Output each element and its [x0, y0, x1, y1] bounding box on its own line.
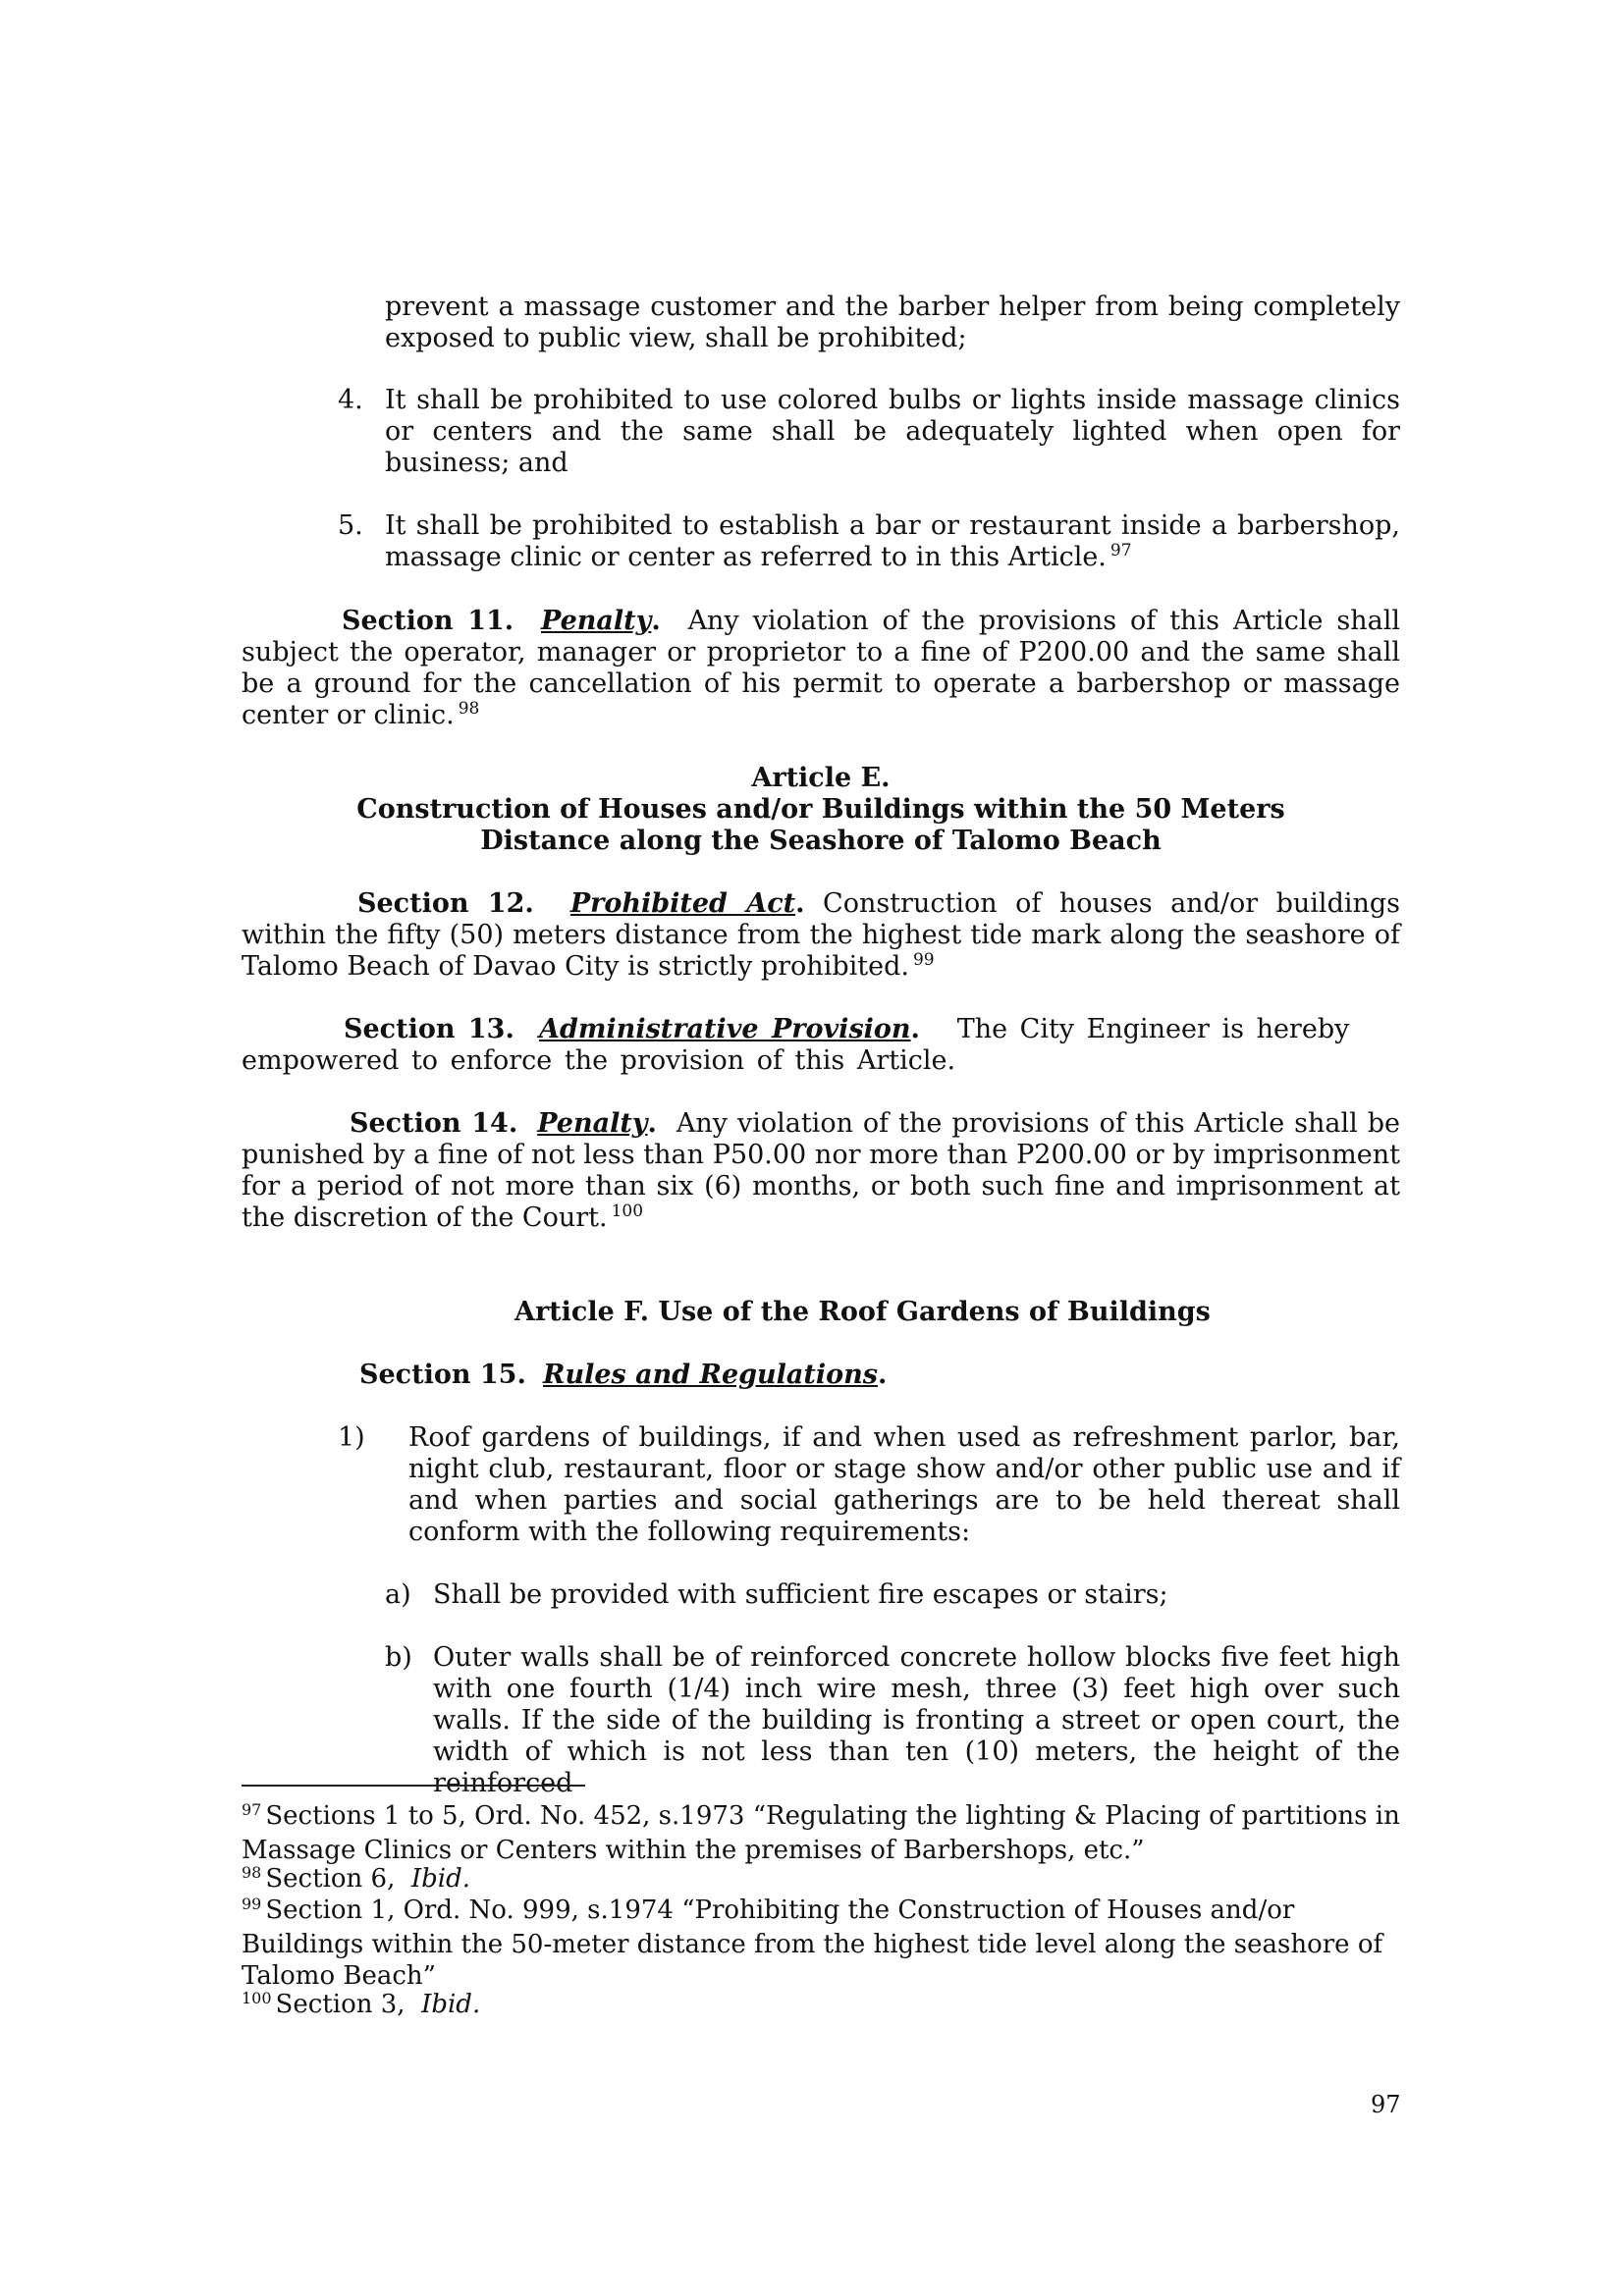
section-13: Section 13. Administrative Provision. The City Engineer is hereby empowered to enforce the provision of this Article.: [242, 1014, 1350, 1076]
list-item-5: [385, 510, 1400, 576]
section-14-title: Penalty: [537, 1108, 648, 1139]
footnote-separator: [242, 1785, 585, 1787]
section-12: Section 12. Prohibited Act. Construction of houses and/or buildings within the fifty (50) meters distance from the highest tide mark along the seashore of Talomo Beach of Davao City is strictly prohibited. $^{99}$: [242, 888, 1401, 982]
list-marker-4: 4.: [338, 385, 363, 415]
list-marker-5: 5.: [338, 510, 363, 541]
footnote-98-text: Section 6,: [265, 1864, 396, 1894]
footnote-98-ibid: Ibid.: [410, 1864, 471, 1894]
footnote-100-ibid: Ibid.: [421, 1990, 481, 2019]
footnote-98: [242, 1863, 1400, 1897]
section-14-number: Section 14.: [350, 1108, 518, 1139]
article-e-heading: [242, 763, 1400, 857]
section-13-number: Section 13.: [344, 1014, 514, 1044]
section-12-text: Construction of houses and/or buildings within the fifty (50) meters distance from the highest tide mark along the seashore of Talomo Beach of Davao City is strictly prohibited.: [242, 888, 1401, 982]
section-13-title: Administrative Provision: [539, 1014, 911, 1044]
article-e-title-line-1: Construction of Houses and/or Buildings within the 50 Meters: [356, 794, 1285, 825]
footnote-97: [242, 1800, 1400, 1866]
section-15-number: Section 15.: [359, 1360, 526, 1390]
section-11-title: Penalty: [541, 606, 652, 636]
article-f-heading: Article F. Use of the Roof Gardens of Buildings: [514, 1297, 1211, 1327]
section-15-item-b: Outer walls shall be of reinforced concrete hollow blocks five feet high with one fourth (1/4) inch wire mesh, three (3) feet high over such walls. If the side of the building is fronting a street or open court, the width of which is not less than ten (10) meters, the height of the reinforced: [433, 1642, 1400, 1798]
section-14: Section 14. Penalty. Any violation of the provisions of this Article shall be punished by a fine of not less than P50.00 nor more than P200.00 or by imprisonment for a period of not more than six (6) months, or both such fine and imprisonment at the discretion of the Court. $^{100}$: [242, 1108, 1400, 1233]
section-15-title: Rules and Regulations: [543, 1360, 878, 1390]
section-12-number: Section 12.: [357, 888, 534, 919]
page-number: 97: [1371, 2091, 1401, 2118]
section-15-item-a: Shall be provided with sufficient fire escapes or stairs;: [433, 1579, 1168, 1610]
footnote-98-number: 98: [242, 1863, 262, 1882]
section-14-text: Any violation of the provisions of this Article shall be punished by a fine of not less than P50.00 nor more than P200.00 or by imprisonment for a period of not more than six (6) months, or both such fine and imprisonment at the discretion of the Court.: [242, 1108, 1400, 1233]
footnote-97-text: Sections 1 to 5, Ord. No. 452, s.1973 “Regulating the lighting & Placing of partitions in Massage Clinics or Centers within the premises of Barbershops, etc.”: [242, 1801, 1400, 1865]
section-11: Section 11. Penalty. Any violation of the provisions of this Article shall subject the operator, manager or proprietor to a fine of P200.00 and the same shall be a ground for the cancellation of his permit to operate a barbershop or massage center or clinic. $^{98}$: [242, 606, 1400, 730]
section-12-title: Prohibited Act: [569, 888, 796, 919]
footnote-ref-98: 98: [458, 699, 480, 719]
footnote-100-text: Section 3,: [275, 1990, 406, 2019]
footnote-99: [242, 1895, 1400, 1992]
footnote-99-number: 99: [242, 1895, 262, 1913]
list-marker-1: 1): [338, 1422, 365, 1453]
footnote-97-number: 97: [242, 1800, 262, 1819]
list-marker-a: a): [385, 1579, 411, 1610]
section-11-text: Any violation of the provisions of this Article shall subject the operator, manager or proprietor to a fine of P200.00 and the same shall be a ground for the cancellation of his permit to operate a barbershop or massage center or clinic.: [242, 606, 1400, 730]
article-e-title-line-2: Distance along the Seashore of Talomo Beach: [480, 826, 1162, 856]
footnote-100-number: 100: [242, 1989, 272, 2007]
footnote-ref-100: 100: [611, 1201, 644, 1221]
section-11-number: Section 11.: [342, 606, 514, 636]
footnote-99-text: Section 1, Ord. No. 999, s.1974 “Prohibiting the Construction of Houses and/or Buildings within the 50-meter distance from the highest tide level along the seashore of Talomo Beach”: [242, 1896, 1383, 1991]
footnote-100: [242, 1989, 1400, 2023]
list-marker-b: b): [385, 1642, 412, 1673]
list-item-3-continuation: prevent a massage customer and the barber helper from being completely exposed to public view, shall be prohibited;: [385, 292, 1400, 353]
list-item-5-text: It shall be prohibited to establish a bar or restaurant inside a barbershop, massage clinic or center as referred to in this Article.: [385, 510, 1400, 572]
article-e-label: Article E.: [751, 763, 891, 793]
section-13-text: The City Engineer is hereby empowered to enforce the provision of this Article.: [242, 1014, 1350, 1076]
footnote-ref-97: 97: [1109, 541, 1132, 561]
list-item-4: It shall be prohibited to use colored bulbs or lights inside massage clinics or centers and the same shall be adequately lighted when open for business; and: [385, 385, 1400, 478]
section-15-heading: Section 15. Rules and Regulations.: [359, 1360, 888, 1390]
section-15-item-1: Roof gardens of buildings, if and when used as refreshment parlor, bar, night club, restaurant, floor or stage show and/or other public use and if and when parties and social gatherings are to be held thereat shall conform with the following requirements:: [408, 1422, 1400, 1547]
footnote-ref-99: 99: [912, 950, 935, 970]
